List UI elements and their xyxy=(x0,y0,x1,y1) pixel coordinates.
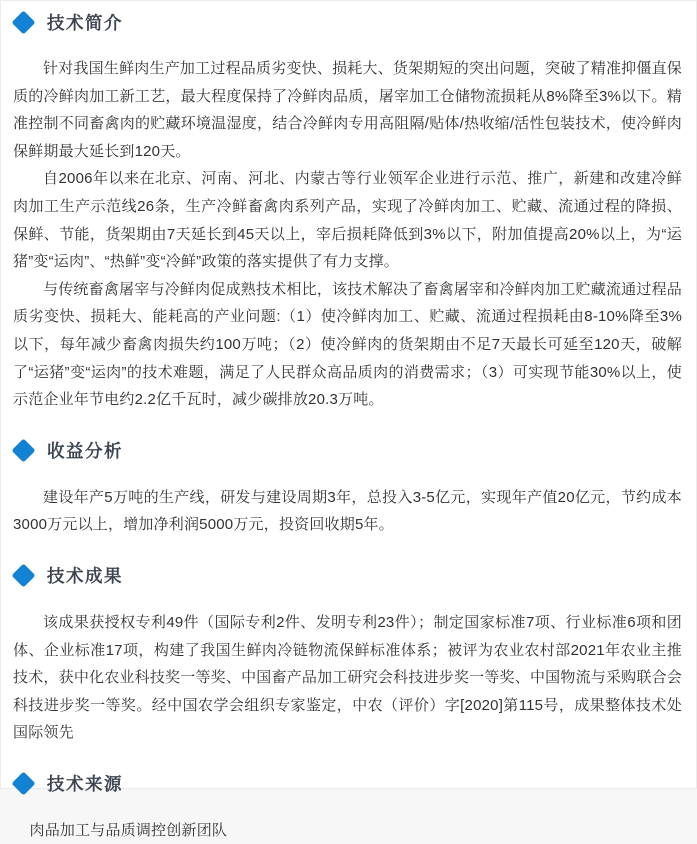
section-body xyxy=(9,817,686,844)
section-tech-source xyxy=(9,771,686,844)
diamond-icon xyxy=(11,10,35,34)
section-header xyxy=(9,563,686,589)
section-title: 收益分析 xyxy=(47,441,123,462)
section-body xyxy=(9,609,686,747)
section-body xyxy=(9,484,686,539)
paragraph: 针对我国生鲜肉生产加工过程品质劣变快、损耗大、货架期短的突出问题，突破了精准抑僵直保质的冷鲜肉加工新工艺，最大程度保持了冷鲜肉品质，屠宰加工仓储物流损耗从8%降至3%以下。精准控制不同畜禽肉的贮藏环境温湿度，结合冷鲜肉专用高阻隔/贴体/热收缩/活性包装技术，使冷鲜肉保鲜期最大延长到120天。 xyxy=(13,60,682,160)
paragraph: 建设年产5万吨的生产线，研发与建设周期3年，总投入3-5亿元，实现年产值20亿元，节约成本3000万元以上，增加净利润5000万元，投资回收期5年。 xyxy=(13,488,682,534)
diamond-icon xyxy=(11,772,35,796)
section-title: 技术简介 xyxy=(47,12,123,33)
section-body xyxy=(9,55,686,414)
paragraph: 与传统畜禽屠宰与冷鲜肉促成熟技术相比，该技术解决了畜禽屠宰和冷鲜肉加工贮藏流通过程品质劣变快、损耗大、能耗高的产业问题:（1）使冷鲜肉加工、贮藏、流通过程损耗由8-10%降至3%以下，每年减少畜禽肉损失约100万吨；（2）使冷鲜肉的货架期由不足7天最长可延至120天，破解了“运猪”变“运肉”的技术难题，满足了人民群众高品质肉的消费需求；（3）可实现节能30%以上，使示范企业年节电约2.2亿千瓦时，减少碳排放20.3万吨。 xyxy=(13,280,682,409)
section-header xyxy=(9,9,686,35)
paragraph: 自2006年以来在北京、河南、河北、内蒙古等行业领军企业进行示范、推广，新建和改建冷鲜肉加工生产示范线26条，生产冷鲜畜禽肉系列产品，实现了冷鲜肉加工、贮藏、流通过程的降损、保鲜、节能，货架期由7天延长到45天以上，宰后损耗降低到3%以下，附加值提高20%以上，为“运猪”变“运肉”、“热鲜”变“冷鲜”政策的落实提供了有力支撑。 xyxy=(13,170,682,271)
section-header xyxy=(9,771,686,797)
diamond-icon xyxy=(11,439,35,463)
section-title: 技术成果 xyxy=(47,566,123,587)
section-tech-intro xyxy=(9,9,686,414)
section-tech-achievements xyxy=(9,563,686,747)
section-header xyxy=(9,438,686,464)
diamond-icon xyxy=(11,564,35,588)
section-title: 技术来源 xyxy=(47,774,123,795)
paragraph: 该成果获授权专利49件（国际专利2件、发明专利23件）；制定国家标准7项、行业标准6项和团体、企业标准17项，构建了我国生鲜肉冷链物流保鲜标准体系；被评为农业农村部2021年农业主推技术，获中化农业科技奖一等奖、中国畜产品加工研究会科技进步奖一等奖、中国物流与采购联合会科技进步奖一等奖。经中国农学会组织专家鉴定，中农（评价）字[2020]第115号，成果整体技术处国际领先 xyxy=(13,613,682,742)
section-benefit-analysis xyxy=(9,438,686,539)
paragraph: 肉品加工与品质调控创新团队 xyxy=(29,821,228,839)
